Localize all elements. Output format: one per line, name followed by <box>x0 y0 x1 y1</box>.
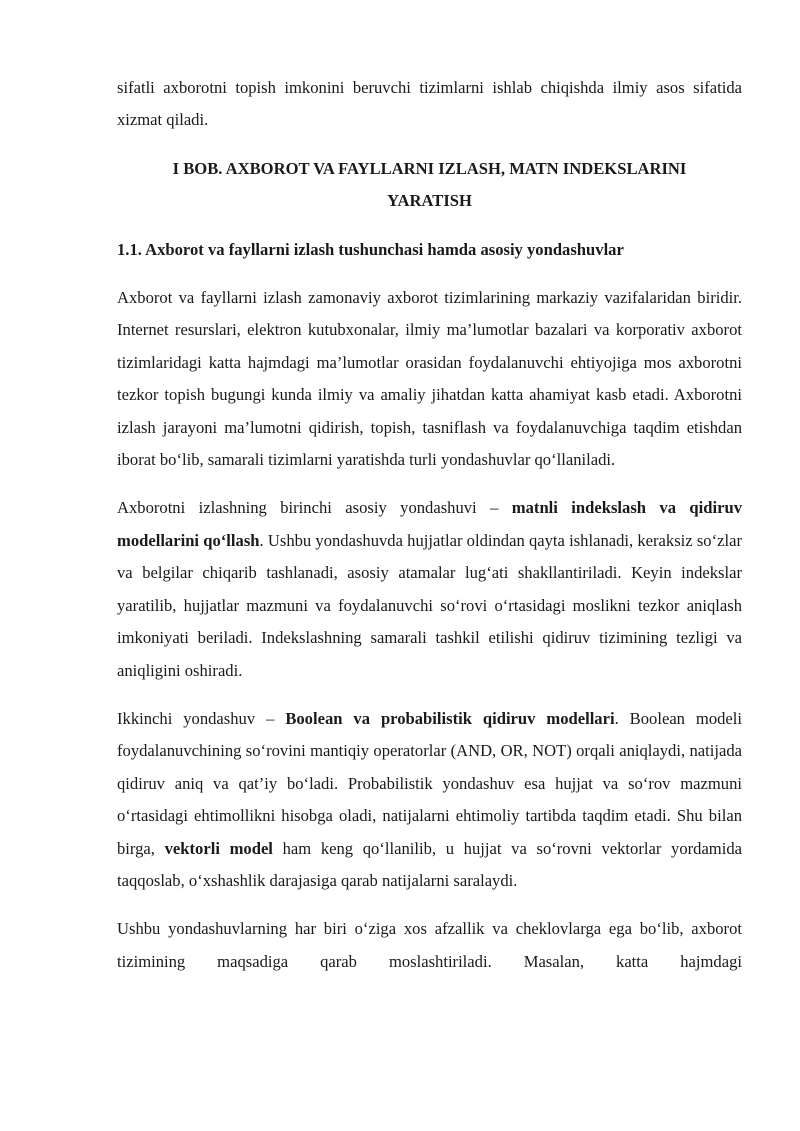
paragraph-3-bold-1: Boolean va probabilistik qidiruv modellari <box>285 708 615 728</box>
paragraph-1: Axborot va fayllarni izlash zamonaviy axborot tizimlarining markaziy vazifalaridan biridir. Internet resurslari, elektron kutubxonalar, ilmiy ma’lumotlar bazalari va korporativ axborot tizimlaridagi katta hajmdagi ma’lumotlar orasidan foydalanuvchi ehtiyojiga mos axborotni tezkor topish bugungi kunda ilmiy va amaliy jihatdan katta ahamiyat kasb etadi. Axborotni izlash jarayoni ma’lumotni qidirish, topish, tasniflash va foydalanuvchiga taqdim etishdan iborat bo‘lib, samarali tizimlarni yaratishda turli yondashuvlar qo‘llaniladi. <box>117 288 742 470</box>
paragraph-3-bold-2: vektorli model <box>164 838 273 858</box>
paragraph-2-text-b: . Ushbu yondashuvda hujjatlar oldindan qayta ishlanadi, keraksiz so‘zlar va belgilar chiqarib tashlanadi, asosiy atamalar lug‘ati shakllantiriladi. Keyin indekslar yaratilib, hujjatlar mazmuni va foydalanuvchi so‘rovi o‘rtasidagi moslikni tezkor aniqlash imkoniyati beriladi. Indekslashning samarali tashkil etilishi qidiruv tizimining tezligi va aniqligini oshiradi. <box>117 530 743 680</box>
intro-paragraph-tail: sifatli axborotni topish imkonini beruvchi tizimlarni ishlab chiqishda ilmiy asos sifatida xizmat qiladi. <box>117 78 742 130</box>
paragraph-4: Ushbu yondashuvlarning har biri o‘ziga xos afzallik va cheklovlarga ega bo‘lib, axborot tizimining maqsadiga qarab moslashtiriladi. Masalan, katta hajmdagi <box>117 919 742 971</box>
paragraph-2-bold: matnli indekslash va qidiruv modellarini qo‘llash <box>117 498 742 550</box>
paragraph-3-text-a: Ikkinchi yondashuv – <box>117 708 286 728</box>
paragraph-3-text-c: ham keng qo‘llanilib, u hujjat va so‘rovni vektorlar yordamida taqqoslab, o‘xshashlik darajasiga qarab natijalarni saralaydi. <box>117 838 742 890</box>
section-title: 1.1. Axborot va fayllarni izlash tushunchasi hamda asosiy yondashuvlar <box>117 239 624 259</box>
chapter-title-line-1: I BOB. AXBOROT VA FAYLLARNI IZLASH, MATN INDEKSLARINI <box>172 158 687 178</box>
paragraph-3-text-b: . Boolean modeli foydalanuvchining so‘rovini mantiqiy operatorlar (AND, OR, NOT) orqali aniqlaydi, natijada qidiruv aniq va qat’iy bo‘ladi. Probabilistik yondashuv esa hujjat va so‘rov mazmuni o‘rtasidagi ehtimollikni hisobga oladi, natijalarni ehtimoliy tartibda taqdim etadi. Shu bilan birga, <box>117 708 742 858</box>
chapter-title <box>117 153 742 218</box>
chapter-title-line-2: YARATISH <box>387 191 472 211</box>
paragraph-2-text-a: Axborotni izlashning birinchi asosiy yondashuvi – <box>117 498 512 518</box>
paragraph-2 <box>117 492 742 686</box>
document-page <box>117 72 742 978</box>
paragraph-3 <box>117 703 742 897</box>
